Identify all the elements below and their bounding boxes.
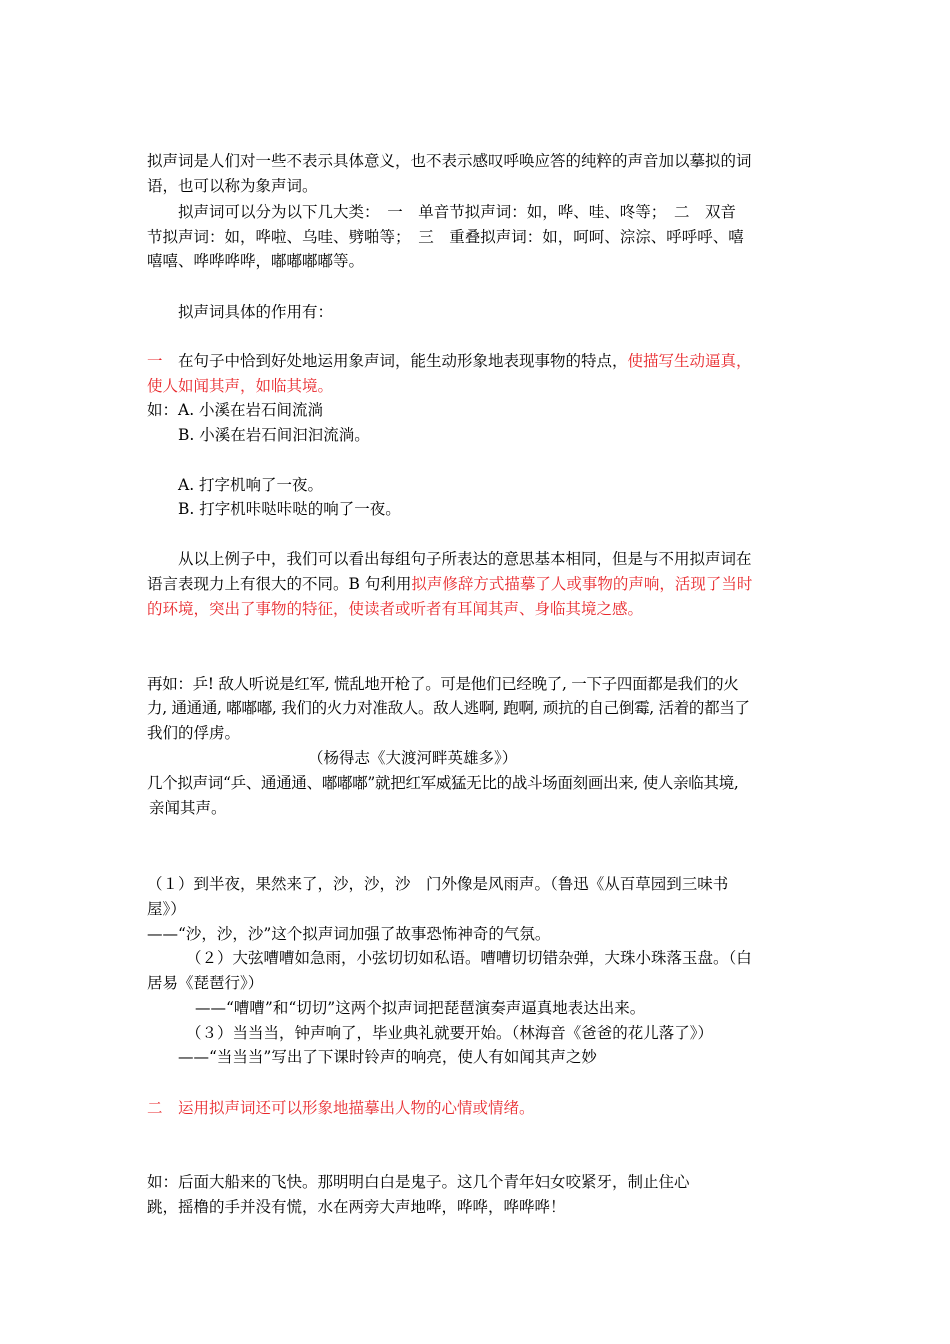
- analysis-line-2: [147, 572, 752, 596]
- section-1-text: 在句子中恰到好处地运用象声词，能生动形象地表现事物的特点，: [178, 352, 628, 370]
- example-b1: B. 小溪在岩石间汩汩流淌。: [178, 426, 370, 444]
- comment-line-2: 亲闻其声。: [149, 799, 227, 817]
- types-line-3: 嘻嘻、哗哗哗哗，嘟嘟嘟嘟等。: [147, 252, 365, 270]
- quote-2-comment: ——“嘈嘈”和“切切”这两个拟声词把琵琶演奏声逼真地表达出来。: [195, 999, 646, 1017]
- again-line-2: 力, 通通通, 嘟嘟嘟, 我们的火力对准敌人。敌人逃啊, 跑啊, 顽抗的自己倒霉, 活着的都当了: [147, 699, 750, 717]
- quote-3-line-1: （３）当当当，钟声响了，毕业典礼就要开始。（林海音《爸爸的花儿落了》）: [186, 1024, 714, 1042]
- example-b2: B. 打字机咔哒咔哒的响了一夜。: [178, 500, 401, 518]
- types-line-1: 拟声词可以分为以下几大类： 一 单音节拟声词：如，哗、哇、咚等； 二 双音: [178, 203, 737, 221]
- analysis-line-3: 的环境，突出了事物的特征，使读者或听者有耳闻其声、身临其境之感。: [147, 600, 644, 618]
- intro-line-1: 拟声词是人们对一些不表示具体意义，也不表示感叹呼唤应答的纯粹的声音加以摹拟的词: [147, 152, 752, 170]
- analysis-line-2-highlight: 拟声修辞方式描摹了人或事物的声响，活现了当时: [411, 575, 753, 593]
- section-1-highlight-b: 使人如闻其声，如临其境。: [147, 377, 334, 395]
- section-2-heading: 二 运用拟声词还可以形象地描摹出人物的心情或情绪。: [147, 1099, 535, 1117]
- quote-2-line-1: （２）大弦嘈嘈如急雨，小弦切切如私语。嘈嘈切切错杂弹，大珠小珠落玉盘。（白: [186, 949, 752, 967]
- quote-1-comment: ——“沙，沙，沙”这个拟声词加强了故事恐怖神奇的气氛。: [147, 925, 551, 943]
- quote-3-comment: ——“当当当”写出了下课时铃声的响亮，使人有如闻其声之妙: [178, 1048, 597, 1066]
- quote-2-line-2: 居易《琵琶行》）: [147, 974, 264, 992]
- section-1-highlight-a: 使描写生动逼真，: [627, 352, 752, 370]
- analysis-line-2-plain: 语言表现力上有很大的不同。B 句利用: [147, 575, 412, 593]
- quote-1-line-2: 屋》）: [147, 900, 186, 918]
- quote-1-line-1: （１）到半夜，果然来了，沙，沙，沙 门外像是风雨声。（鲁迅《从百草园到三味书: [147, 875, 729, 893]
- comment-line-1: 几个拟声词“乒、通通通、嘟嘟嘟”就把红军威猛无比的战斗场面刻画出来, 使人亲临其境,: [147, 774, 739, 792]
- intro-line-2: 语，也可以称为象声词。: [147, 177, 318, 195]
- types-line-2: 节拟声词：如，哗啦、乌哇、劈啪等； 三 重叠拟声词：如，呵呵、淙淙、呼呼呼、嘻: [147, 228, 744, 246]
- again-line-3: 我们的俘虏。: [147, 724, 241, 742]
- example-2-line-1: 如：后面大船来的飞快。那明明白白是鬼子。这几个青年妇女咬紧牙，制止住心: [147, 1173, 690, 1191]
- analysis-line-1: 从以上例子中，我们可以看出每组句子所表达的意思基本相同，但是与不用拟声词在: [178, 550, 752, 568]
- example-a2: A. 打字机响了一夜。: [178, 476, 324, 494]
- role-heading: 拟声词具体的作用有：: [178, 303, 334, 321]
- section-1-number: 一: [147, 352, 163, 370]
- section-1-line-1: [147, 349, 752, 373]
- example-2-line-2: 跳，摇橹的手并没有慌，水在两旁大声地哗，哗哗，哗哗哗！: [147, 1198, 566, 1216]
- again-line-1: 再如：乒! 敌人听说是红军, 慌乱地开枪了。可是他们已经晚了, 一下子四面都是我们的火: [147, 675, 739, 693]
- source-citation: （杨得志《大渡河畔英雄多》）: [308, 749, 518, 767]
- example-a1: 如：A. 小溪在岩石间流淌: [147, 401, 324, 419]
